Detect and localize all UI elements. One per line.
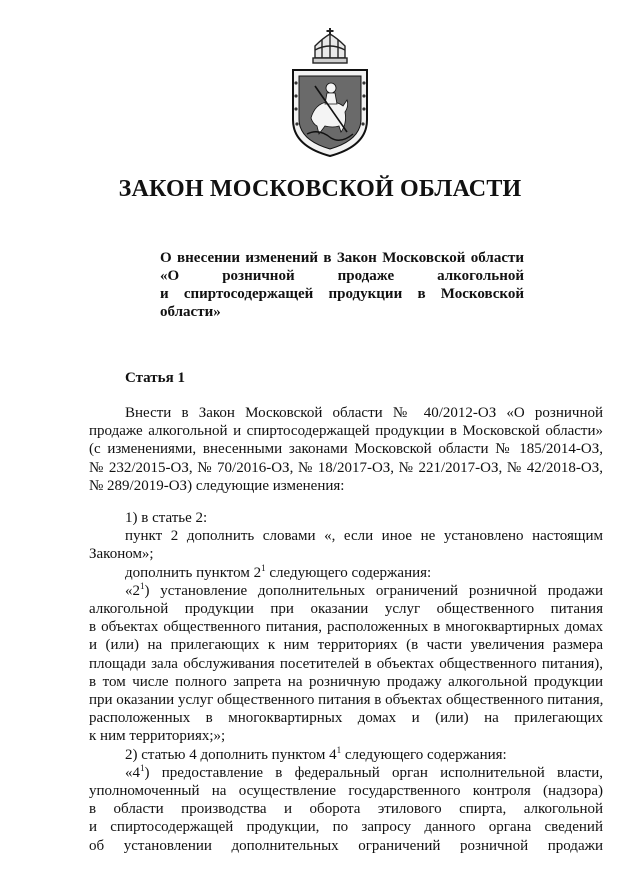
body-line: расположенных в многоквартирных домах и (или) на прилегающих [89, 710, 603, 727]
document-title: ЗАКОН МОСКОВСКОЙ ОБЛАСТИ [118, 176, 522, 202]
body-line: (с изменениями, внесенными законами Московской области № 185/2014-ОЗ, [89, 441, 603, 458]
body-line: при оказании услуг общественного питания в объектах общественного питания, [89, 692, 604, 709]
body-line: Внести в Закон Московской области № 40/2012-ОЗ «О розничной [125, 405, 603, 421]
body-line: № 289/2019-ОЗ) следующие изменения: [89, 477, 345, 494]
body-line: алкогольной продукции при оказании услуг общественного питания [89, 601, 603, 618]
body-line: площади зала обслуживания посетителей в объектах общественного питания), [89, 655, 603, 672]
subtitle-line: О внесении изменений в Закон Московской области [160, 250, 524, 266]
article-heading: Статья 1 [125, 370, 185, 386]
body-line: пункт 2 дополнить словами «, если иное не установлено настоящим [125, 528, 603, 545]
moscow-oblast-coat-of-arms-icon [285, 28, 375, 158]
body-line: и спиртосодержащей продукции, по запросу данного органа сведений [89, 819, 603, 836]
body-line: к ним территориях;»; [89, 728, 226, 745]
quote-4-1-first-line: «$4^1$) предоставление в федеральный орган исполнительной власти, [125, 762, 603, 781]
quote-2-1-first-line: «$2^1$) установление дополнительных ограничений розничной продажи [125, 580, 603, 599]
law-subtitle [160, 249, 524, 321]
body-line: уполномоченный на осуществление государственного контроля (надзора) [89, 783, 603, 800]
body-line: в объектах общественного питания, расположенных в многоквартирных домах [89, 619, 603, 636]
body-line: и (или) на прилегающих к ним территориях (в части увеличения размера [89, 637, 603, 654]
subtitle-line: и спиртосодержащей продукции в Московской [160, 286, 524, 302]
subtitle-line: «О розничной продаже алкогольной [160, 268, 524, 284]
item-1-heading: 1) в статье 2: [125, 510, 208, 527]
document-body [89, 404, 603, 855]
body-line: № 232/2015-ОЗ, № 70/2016-ОЗ, № 18/2017-ОЗ, № 221/2017-ОЗ, № 42/2018-ОЗ, [89, 459, 603, 476]
body-line: об установлении дополнительных ограничений розничной продажи [89, 837, 603, 854]
body-line: продаже алкогольной и спиртосодержащей продукции в Московской области» [89, 423, 603, 440]
body-line: в области производства и оборота этилового спирта, алкогольной [89, 801, 603, 818]
add-point-2-1-line: дополнить пунктом $2^1$ следующего содержания: [125, 562, 432, 581]
body-line: Законом»; [89, 546, 154, 563]
body-line: в том числе полного запрета на розничную продажу алкогольной продукции [89, 673, 603, 690]
item-2-line: 2) статью 4 дополнить пунктом $4^1$ следующего содержания: [125, 744, 507, 763]
subtitle-line: области» [160, 304, 221, 320]
